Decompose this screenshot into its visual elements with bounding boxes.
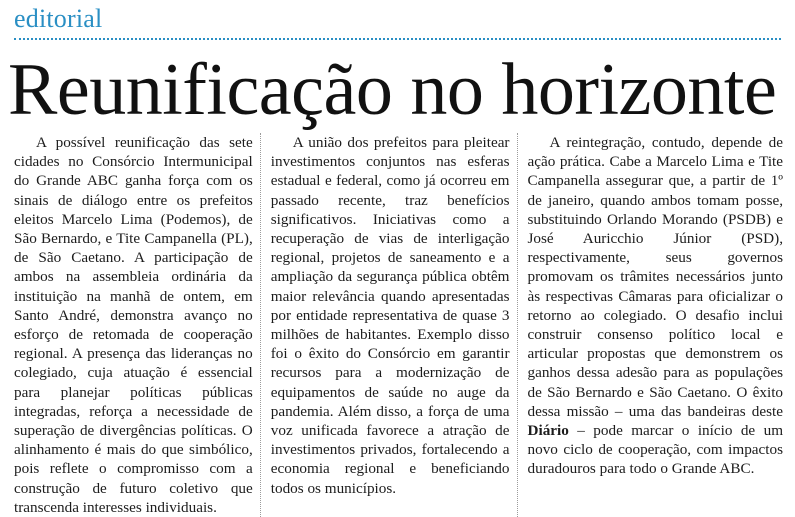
column-3 (528, 133, 784, 517)
article-body (14, 133, 783, 517)
headline: Reunificação no horizonte (8, 49, 777, 131)
section-label: editorial (14, 4, 103, 33)
newspaper-name: Diário (527, 422, 569, 440)
paragraph-2: A união dos prefeitos para pleitear investimentos conjuntos nas esferas estadual e federal, como já ocorreu em passado recente, traz benefícios significativos. Iniciativas como a recuperação de vias de interligação regional, projetos de saneamento e a ampliação da segurança pública obtêm maior relevância quando apresentadas por entidade representativa de quase 3 milhões de habitantes. Exemplo disso foi o êxito do Consórcio em garantir recursos para a modernização de equipamentos de saúde no auge da pandemia. Além disso, a força de uma voz unificada favorece a atração de investimentos privados, fortalecendo a economia regional e beneficiando todos os municípios. (270, 134, 510, 497)
paragraph-3 (528, 133, 784, 479)
paragraph-3-text-a: A reintegração, contudo, depende de ação prática. Cabe a Marcelo Lima e Tite Campanella assegurar que, a partir de 1º de janeiro, quando ambos tomam posse, substituindo Orlando Morando (PSDB) e José Auricchio Júnior (PSD), respectivamente, seus governos promovam os trâmites necessários junto às respectivas Câmaras para oficializar o retorno ao colegiado. O desafio inclui construir consenso político local e articular propostas que demonstrem os ganhos dessa adesão para as populações de São Bernardo e São Caetano. O êxito dessa missão – uma das bandeiras deste (527, 134, 784, 420)
paragraph-1: A possível reunificação das sete cidades no Consórcio Intermunicipal do Grande ABC ganha força com os sinais de diálogo entre os prefeitos eleitos Marcelo Lima (Podemos), de São Bernardo, e Tite Campanella (PL), de São Caetano. A participação de ambos na assembleia ordinária da instituição na manhã de ontem, em Santo André, demonstra avanço no esforço de retomada de cooperação regional. A presença das lideranças no colegiado, cuja atuação é essencial para planejar políticas públicas integradas, reforça a necessidade de superação de divergências políticas. O alinhamento é mais do que simbólico, pois reflete o compromisso com a construção de futuro coletivo que transcenda interesses individuais. (14, 134, 253, 516)
column-1 (14, 133, 261, 517)
column-2 (271, 133, 518, 517)
paragraph-3-text-b: – pode marcar o início de um novo ciclo de cooperação, com impactos duradouros para todo o Grande ABC. (527, 422, 784, 478)
section-divider (14, 38, 781, 40)
